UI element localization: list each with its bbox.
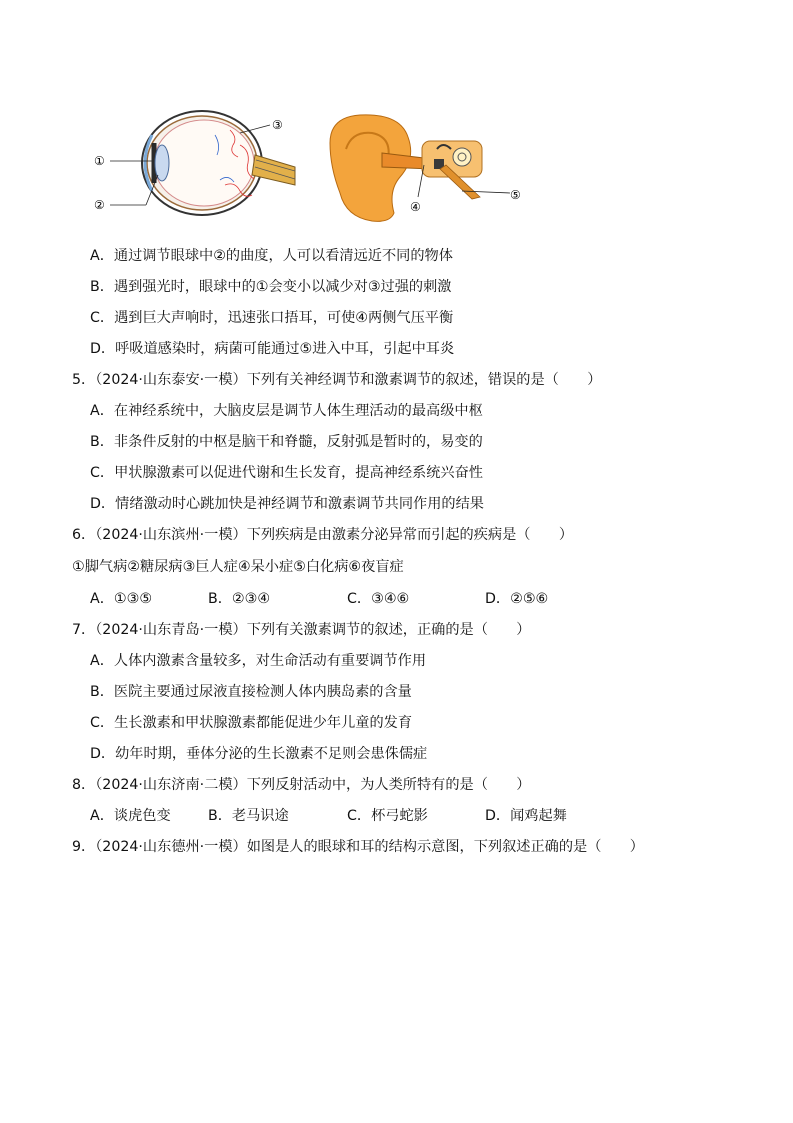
eye-ear-figure <box>90 105 550 225</box>
q6-stem: 6．（2024·山东滨州·一模）下列疾病是由激素分泌异常而引起的疾病是（ ） <box>72 527 574 543</box>
ear-label-5: ⑤ <box>510 188 521 202</box>
eye-label-3: ③ <box>272 118 283 132</box>
q4-option-b: B．遇到强光时，眼球中的①会变小以减少对③过强的刺激 <box>90 279 452 295</box>
q5-stem: 5．（2024·山东泰安·一模）下列有关神经调节和激素调节的叙述，错误的是（ ） <box>72 372 602 388</box>
q8-stem: 8．（2024·山东济南·二模）下列反射活动中，为人类所特有的是（ ） <box>72 777 531 793</box>
q6-option-d: D．②⑤⑥ <box>485 591 549 607</box>
q7-option-d: D．幼年时期，垂体分泌的生长激素不足则会患侏儒症 <box>90 746 428 762</box>
q7-stem: 7．（2024·山东青岛·一模）下列有关激素调节的叙述，正确的是（ ） <box>72 622 531 638</box>
q4-option-c: C．遇到巨大声响时，迅速张口捂耳，可使④两侧气压平衡 <box>90 310 454 326</box>
eye-label-2: ② <box>94 198 105 212</box>
q8-option-a: A．谈虎色变 <box>90 808 171 824</box>
eye-label-1: ① <box>94 154 105 168</box>
ear-label-4: ④ <box>410 200 421 214</box>
q4-option-d: D．呼吸道感染时，病菌可能通过⑤进入中耳，引起中耳炎 <box>90 341 455 357</box>
q7-option-a: A．人体内激素含量较多，对生命活动有重要调节作用 <box>90 653 427 669</box>
q6-option-b: B．②③④ <box>208 591 271 607</box>
q8-option-b: B．老马识途 <box>208 808 289 824</box>
ear-diagram <box>322 113 532 225</box>
q5-option-c: C．甲状腺激素可以促进代谢和生长发育，提高神经系统兴奋性 <box>90 465 483 481</box>
q5-option-d: D．情绪激动时心跳加快是神经调节和激素调节共同作用的结果 <box>90 496 484 512</box>
q5-option-b: B．非条件反射的中枢是脑干和脊髓，反射弧是暂时的，易变的 <box>90 434 483 450</box>
q6-option-c: C．③④⑥ <box>347 591 410 607</box>
q4-option-a: A．通过调节眼球中②的曲度，人可以看清远近不同的物体 <box>90 248 453 264</box>
q7-option-b: B．医院主要通过尿液直接检测人体内胰岛素的含量 <box>90 684 412 700</box>
eye-diagram <box>90 105 300 225</box>
q5-option-a: A．在神经系统中，大脑皮层是调节人体生理活动的最高级中枢 <box>90 403 483 419</box>
q8-option-d: D．闻鸡起舞 <box>485 808 567 824</box>
q7-option-c: C．生长激素和甲状腺激素都能促进少年儿童的发育 <box>90 715 413 731</box>
q8-option-c: C．杯弓蛇影 <box>347 808 428 824</box>
q6-disease-list: ①脚气病②糖尿病③巨人症④呆小症⑤白化病⑥夜盲症 <box>72 559 404 575</box>
q6-option-a: A．①③⑤ <box>90 591 153 607</box>
q9-stem: 9．（2024·山东德州·一模）如图是人的眼球和耳的结构示意图，下列叙述正确的是（ ） <box>72 839 644 855</box>
